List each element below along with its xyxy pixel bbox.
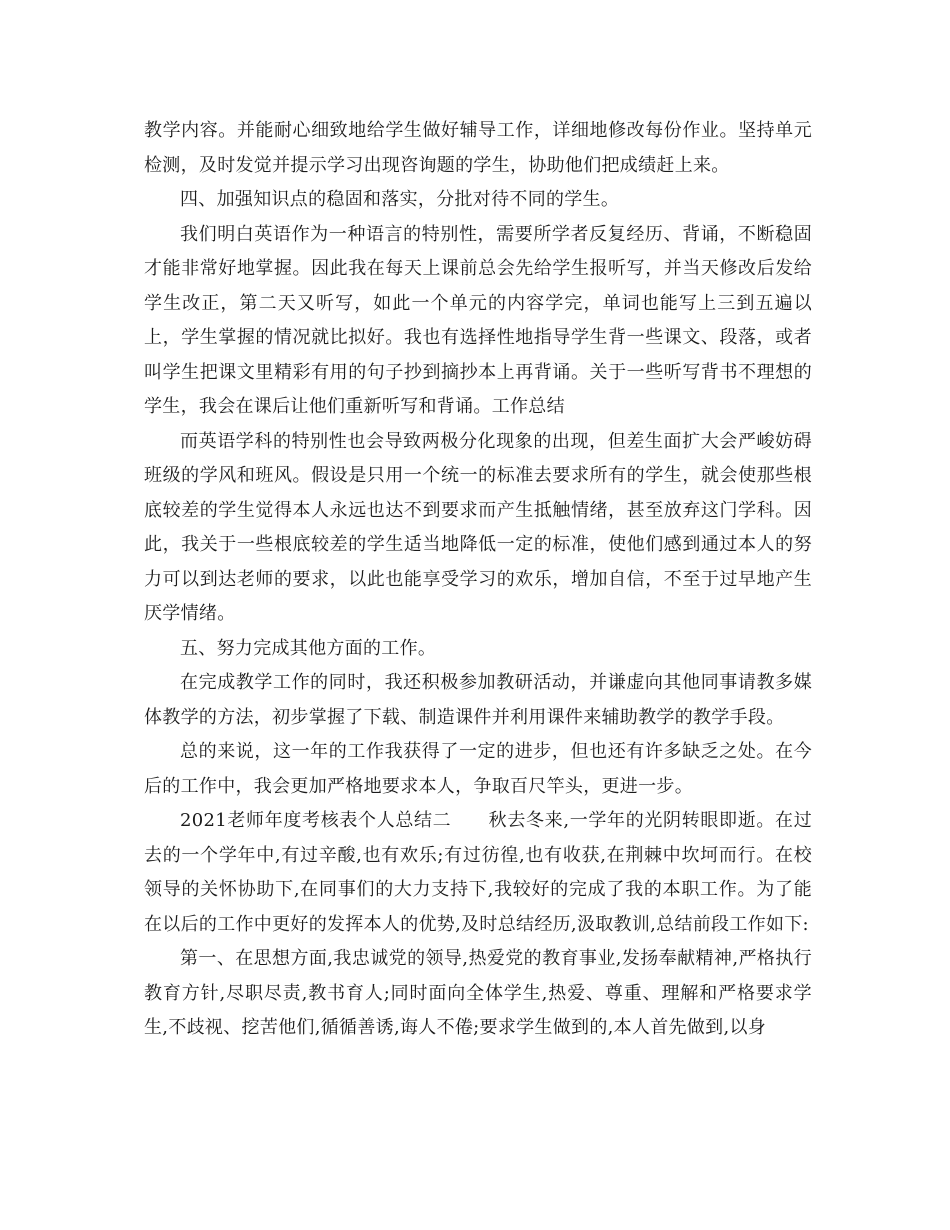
paragraph-summary: 总的来说，这一年的工作我获得了一定的进步，但也还有许多缺乏之处。在今后的工作中，我会更加严格地要求本人，争取百尺竿头，更进一步。 (144, 741, 812, 797)
paragraph-polarization: 而英语学科的特别性也会导致两极分化现象的出现，但差生面扩大会严峻妨碍班级的学风和班风。假设是只用一个统一的标准去要求所有的学生，就会使那些根底较差的学生觉得本人永远也达不到要求而产生抵触情绪，甚至放弃这门学科。因此，我关于一些根底较差的学生适当地降低一定的标准，使他们感到通过本人的努力可以到达老师的要求，以此也能享受学习的欢乐，增加自信，不至于过早地产生厌学情绪。 (144, 430, 812, 624)
document-body (144, 114, 812, 1046)
paragraph-second-summary-intro: 2021老师年度考核表个人总结二 秋去冬来,一学年的光阴转眼即逝。在过去的一个学年中,有过辛酸,也有欢乐;有过彷徨,也有收获,在荆棘中坎坷而行。在校领导的关怀协助下,在同事们的大力支持下,我较好的完成了我的本职工作。为了能在以后的工作中更好的发挥本人的优势,及时总结经历,汲取教训,总结前段工作如下: (144, 810, 812, 935)
section-heading-four: 四、加强知识点的稳固和落实，分批对待不同的学生。 (180, 189, 620, 210)
paragraph-ideology: 第一、在思想方面,我忠诚党的领导,热爱党的教育事业,发扬奉献精神,严格执行教育方针,尽职尽责,教书育人;同时面向全体学生,热爱、尊重、理解和严格要求学生,不歧视、挖苦他们,循循善诱,诲人不倦;要求学生做到的,本人首先做到,以身 (144, 948, 812, 1038)
paragraph-dictation: 我们明白英语作为一种语言的特别性，需要所学者反复经历、背诵，不断稳固才能非常好地掌握。因此我在每天上课前总会先给学生报听写，并当天修改后发给学生改正，第二天又听写，如此一个单元的内容学完，单词也能写上三到五遍以上，学生掌握的情况就比拟好。我也有选择性地指导学生背一些课文、段落，或者叫学生把课文里精彩有用的句子抄到摘抄本上再背诵。关于一些听写背书不理想的学生，我会在课后让他们重新听写和背诵。工作总结 (144, 223, 812, 417)
paragraph-continuation: 教学内容。并能耐心细致地给学生做好辅导工作，详细地修改每份作业。坚持单元检测，及时发觉并提示学习出现咨询题的学生，协助他们把成绩赶上来。 (144, 120, 812, 176)
paragraph-teaching-research: 在完成教学工作的同时，我还积极参加教研活动，并谦虚向其他同事请教多媒体教学的方法，初步掌握了下载、制造课件并利用课件来辅助教学的教学手段。 (144, 672, 812, 728)
section-heading-five: 五、努力完成其他方面的工作。 (180, 637, 437, 659)
